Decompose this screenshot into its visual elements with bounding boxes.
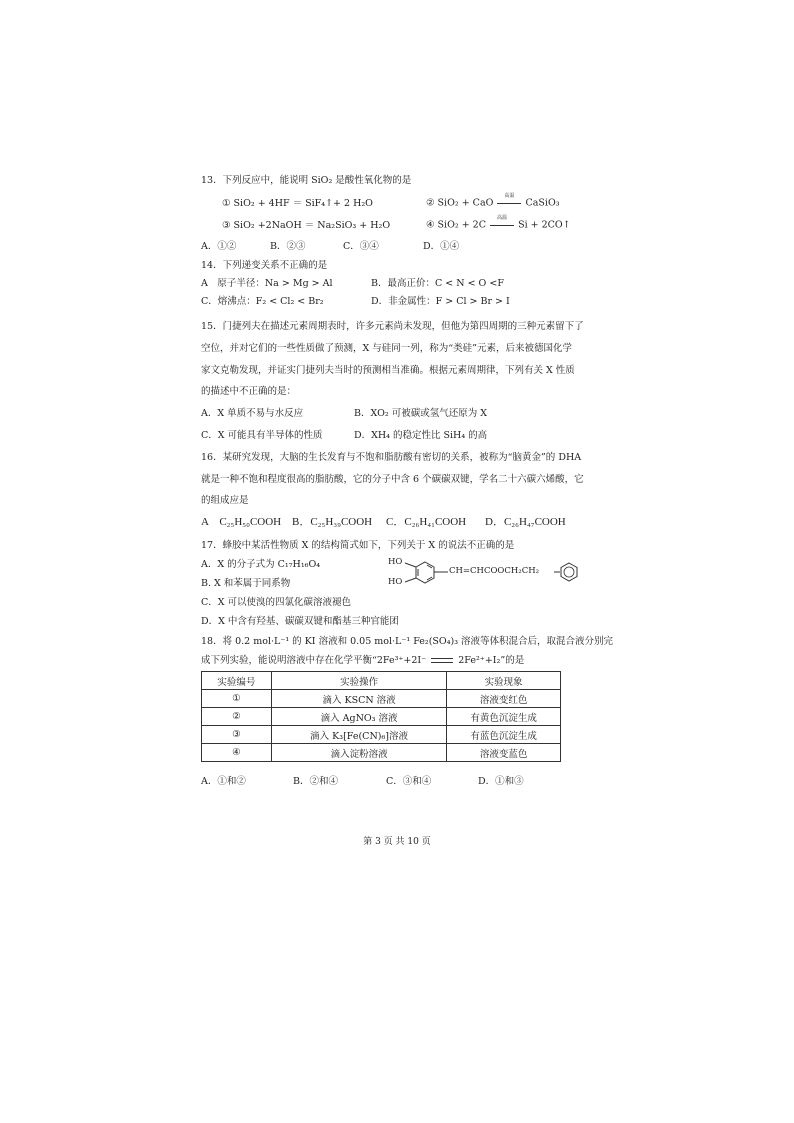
q13-reaction-2: [426, 193, 560, 209]
side-chain-label: CH=CHCOOCH₂CH₂: [449, 566, 540, 576]
table-cell: ②: [202, 708, 272, 726]
phenyl-ring: [561, 563, 577, 581]
page-number: 第 3 页 共 10 页: [363, 837, 431, 847]
q13-reaction-1: ① SiO₂ + 4HF ＝ SiF₄↑+ 2 H₂O: [222, 198, 373, 209]
q18-line-1: 18．将 0.2 mol·L⁻¹ 的 KI 溶液和 0.05 mol·L⁻¹ Fe₂(SO₄)₃ 溶液等体积混合后，取混合液分别完: [201, 636, 614, 647]
experiment-table: [201, 671, 561, 762]
q18-option-b: B．②和④: [293, 776, 338, 787]
q15-option-d: D．XH₄ 的稳定性比 SiH₄ 的高: [354, 430, 488, 441]
q13-reaction-2-right: CaSiO₃: [525, 197, 560, 209]
q18-option-a: A．①和②: [201, 776, 246, 787]
q17-stem: 17．蜂胶中某活性物质 X 的结构简式如下，下列关于 X 的说法不正确的是: [201, 540, 515, 551]
table-header-row: [202, 672, 561, 690]
q16-line-2: 就是一种不饱和程度很高的脂肪酸，它的分子中含 6 个碳碳双键，学名二十六碳六烯酸，它: [201, 474, 584, 485]
q13-reaction-4-right: Si + 2CO↑: [518, 219, 571, 231]
q16-option-d: D．C₂₆H₄₇COOH: [485, 516, 566, 528]
q14-option-a: A 原子半径：Na > Mg > Al: [201, 278, 333, 289]
q18-line-2: [201, 656, 524, 666]
q13-reaction-3: ③ SiO₂ +2NaOH ＝ Na₂SiO₃ + H₂O: [222, 220, 391, 231]
q17-option-a: A．X 的分子式为 C₁₇H₁₆O₄: [201, 559, 321, 570]
hydroxyl-label-2: HO: [388, 577, 403, 587]
table-cell: 有黄色沉淀生成: [447, 708, 561, 726]
q14-option-d: D．非金属性：F > Cl > Br > I: [371, 296, 510, 307]
q15-option-b: B．XO₂ 可被碳或氢气还原为 X: [354, 408, 487, 419]
high-temp-arrow: [489, 215, 515, 230]
equilibrium-arrow: [429, 657, 455, 665]
table-cell: 有蓝色沉淀生成: [447, 726, 561, 744]
table-row: [202, 708, 561, 726]
hydroxyl-label-1: HO: [388, 557, 403, 567]
table-cell: 滴入 KSCN 溶液: [271, 690, 447, 708]
q18-option-c: C．③和④: [386, 776, 432, 787]
condition-label: 高温: [504, 193, 515, 199]
q13-reaction-4: [426, 215, 571, 231]
q15-line-2: 空位，并对它们的一些性质做了预测，X 与硅同一列，称为“类硅”元素，后来被德国化学: [201, 343, 572, 354]
q13-stem: 13．下列反应中，能说明 SiO₂ 是酸性氧化物的是: [201, 175, 412, 186]
table-cell: 滴入 K₃[Fe(CN)₆]溶液: [271, 726, 447, 744]
q17-option-c: C．X 可以使溴的四氯化碳溶液褪色: [201, 597, 352, 608]
q14-option-b: B．最高正价：C < N < O <F: [371, 278, 504, 289]
benzene-ring: [416, 562, 434, 583]
table-row: [202, 690, 561, 708]
table-cell: ①: [202, 690, 272, 708]
q13-reaction-4-left: ④ SiO₂ + 2C: [426, 219, 486, 231]
q17-option-d: D．X 中含有羟基、碳碳双键和酯基三种官能团: [201, 616, 399, 627]
q16-option-b: B．C₂₅H₃₉COOH: [292, 516, 373, 528]
table-row: [202, 744, 561, 762]
q16-option-a: A C₂₅H₅₀COOH: [201, 516, 282, 528]
table-cell: 溶液变蓝色: [447, 744, 561, 762]
q13-option-b: B．②③: [270, 241, 306, 252]
high-temp-arrow: [496, 193, 522, 208]
table-cell: 滴入 AgNO₃ 溶液: [271, 708, 447, 726]
q14-option-c: C．熔沸点：F₂ < Cl₂ < Br₂: [201, 296, 324, 307]
q18-line-2-end: 2Fe²⁺+I₂”的是: [458, 655, 525, 666]
q15-option-c: C．X 可能具有半导体的性质: [201, 430, 323, 441]
table-cell: ④: [202, 744, 272, 762]
q16-line-1: 16．某研究发现，大脑的生长发育与不饱和脂肪酸有密切的关系，被称为“脑黄金”的 DHA: [201, 452, 582, 463]
q13-option-c: C．③④: [343, 241, 379, 252]
table-cell: 溶液变红色: [447, 690, 561, 708]
q16-option-c: C．C₂₆H₄₁COOH: [386, 516, 467, 528]
q15-line-4: 的描述中不正确的是：: [201, 386, 297, 397]
structural-formula: [388, 557, 578, 593]
q16-line-3: 的组成应是: [201, 495, 249, 506]
table-cell: 滴入淀粉溶液: [271, 744, 447, 762]
table-row: [202, 726, 561, 744]
q13-reaction-2-left: ② SiO₂ + CaO: [426, 197, 494, 209]
column-header: 实验编号: [202, 672, 272, 690]
q18-option-d: D．①和③: [478, 776, 524, 787]
q14-stem: 14．下列递变关系不正确的是: [201, 260, 328, 271]
q13-option-d: D．①④: [423, 241, 460, 252]
condition-label: 高温: [497, 215, 508, 221]
q15-option-a: A．X 单质不易与水反应: [201, 408, 304, 419]
q13-option-a: A．①②: [201, 241, 237, 252]
q15-line-1: 15．门捷列夫在描述元素周期表时，许多元素尚未发现，但他为第四周期的三种元素留下了: [201, 321, 584, 332]
column-header: 实验操作: [271, 672, 447, 690]
column-header: 实验现象: [447, 672, 561, 690]
q18-line-2-start: 成下列实验，能说明溶液中存在化学平衡“2Fe³⁺+2I⁻: [201, 655, 427, 666]
q15-line-3: 家文克勒发现，并证实门捷列夫当时的预测相当准确。根据元素周期律，下列有关 X 性质: [201, 365, 575, 376]
q17-option-b: B. X 和苯属于同系物: [201, 578, 291, 589]
table-cell: ③: [202, 726, 272, 744]
